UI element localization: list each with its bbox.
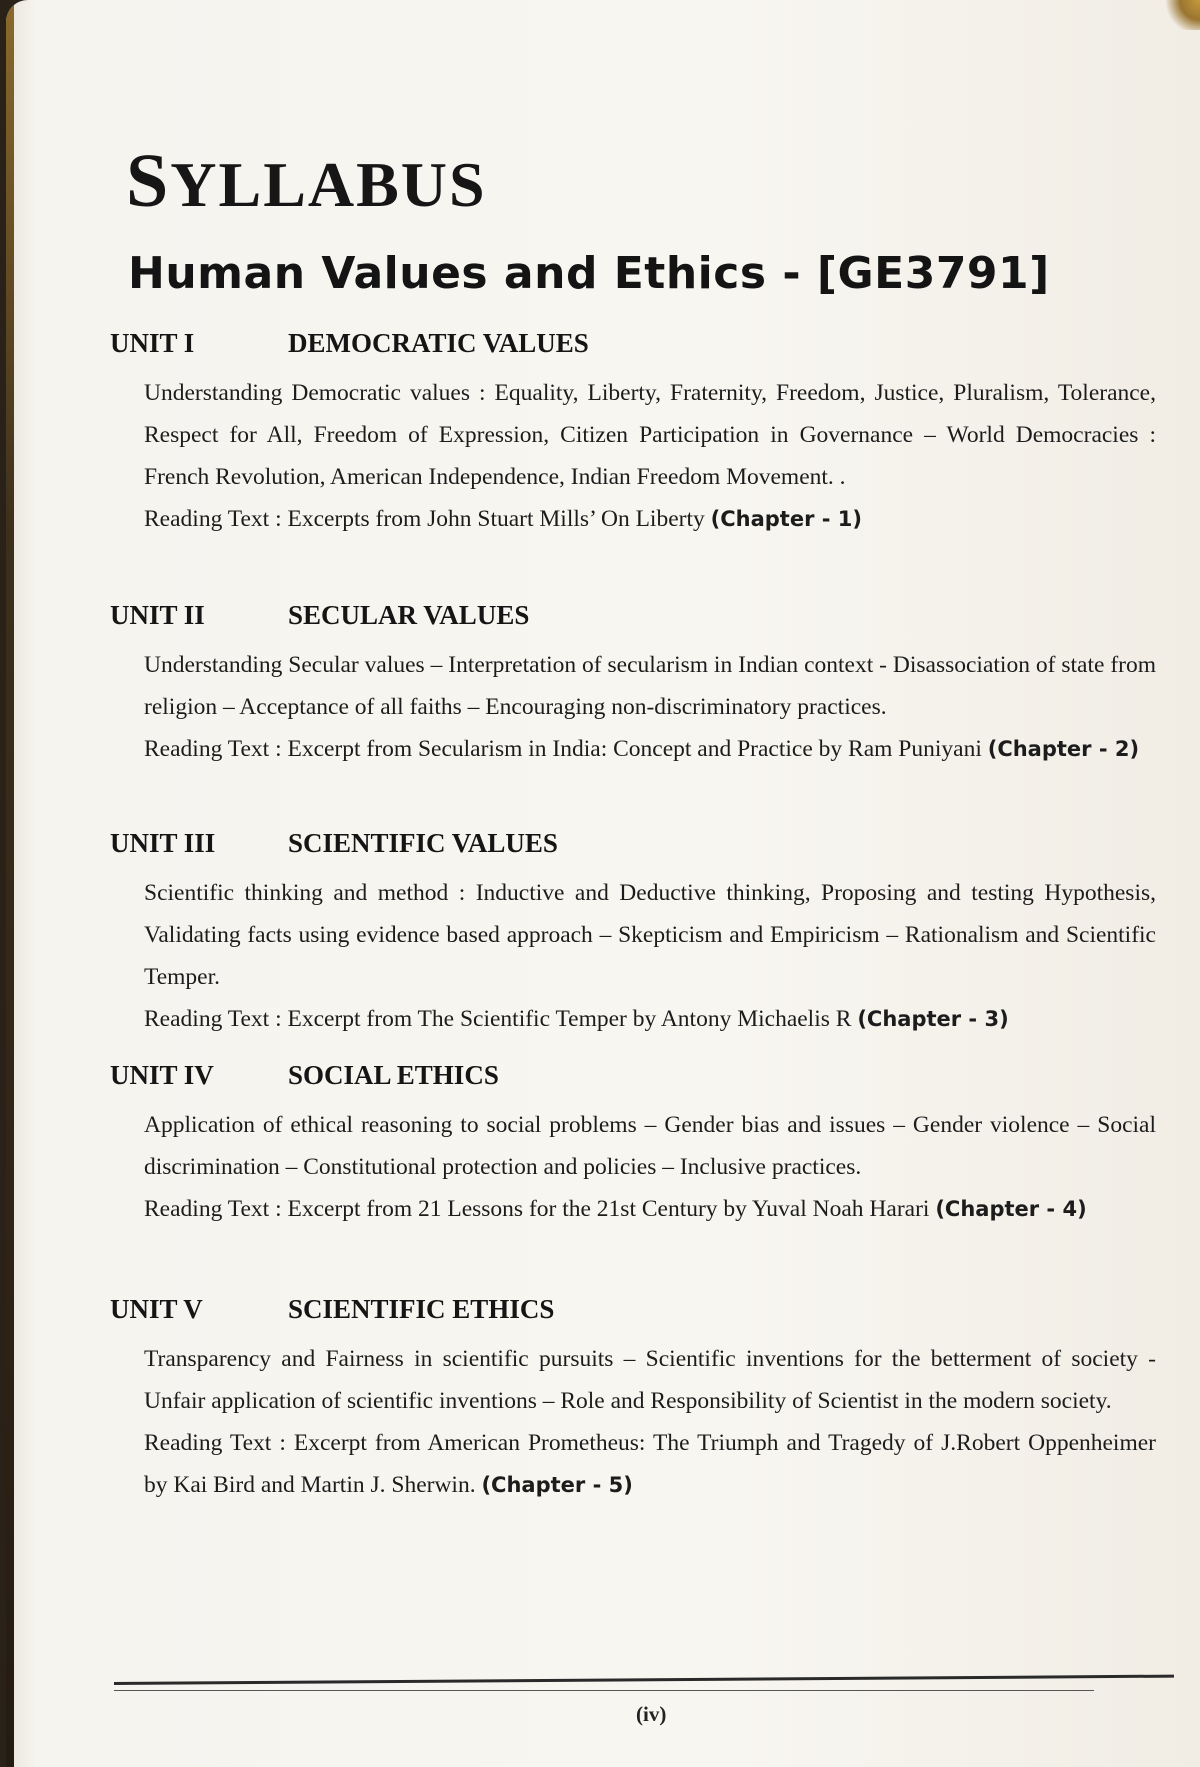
unit-4-description: Application of ethical reasoning to social problems – Gender bias and issues – Gender violence – Social discrimination – Constitutional protection and policies – Inclusive practices. [144, 1112, 1156, 1180]
page-number: (iv) [636, 1702, 667, 1726]
unit-2-reading [144, 728, 1156, 770]
unit-3-reading [144, 998, 1156, 1040]
unit-3-reading-text: Reading Text : Excerpt from The Scientific Temper by Antony Michaelis R [144, 1006, 852, 1032]
unit-5-chapter: (Chapter - 5) [481, 1473, 633, 1497]
unit-3-label: UNIT III [110, 828, 216, 858]
unit-4-reading-text: Reading Text : Excerpt from 21 Lessons for the 21st Century by Yuval Noah Harari [144, 1196, 930, 1222]
unit-1-heading [6, 328, 1200, 366]
unit-3-chapter: (Chapter - 3) [857, 1007, 1009, 1031]
unit-2-section [6, 600, 1200, 770]
footer-rule [114, 1675, 1174, 1685]
unit-3-description: Scientific thinking and method : Inductive and Deductive thinking, Proposing and testing Hypothesis, Validating facts using evidence based approach – Skepticism and Empiricism – Rationalism and Scientific Temper. [144, 880, 1156, 990]
unit-3-section [6, 828, 1200, 1040]
document-page [6, 0, 1200, 1767]
unit-3-body [144, 872, 1156, 1040]
unit-4-label: UNIT IV [110, 1060, 214, 1090]
unit-2-heading [6, 600, 1200, 638]
page-corner-stain [1160, 0, 1200, 30]
unit-5-description: Transparency and Fairness in scientific pursuits – Scientific inventions for the betterment of society - Unfair application of scientific inventions – Role and Responsibility of Scientist in the modern society. [144, 1346, 1156, 1414]
course-title: Human Values and Ethics - [GE3791] [128, 248, 1050, 299]
unit-4-section [6, 1060, 1200, 1230]
unit-1-label: UNIT I [110, 328, 195, 358]
unit-1-name: DEMOCRATIC VALUES [288, 328, 589, 358]
unit-4-name: SOCIAL ETHICS [288, 1060, 499, 1090]
page-title [126, 138, 487, 225]
unit-2-chapter: (Chapter - 2) [987, 737, 1140, 761]
page-title-initial: S [126, 139, 171, 223]
unit-4-body [144, 1104, 1156, 1230]
page-title-rest: YLLABUS [170, 149, 487, 220]
unit-1-reading [144, 498, 1156, 540]
unit-3-heading [6, 828, 1200, 866]
unit-5-label: UNIT V [110, 1294, 203, 1324]
unit-5-body [144, 1338, 1156, 1506]
unit-5-reading-text: Reading Text : Excerpt from American Prometheus: The Triumph and Tragedy of J.Robert Oppenheimer by Kai Bird and Martin J. Sherwin. [144, 1430, 1156, 1498]
unit-1-description: Understanding Democratic values : Equality, Liberty, Fraternity, Freedom, Justice, Pluralism, Tolerance, Respect for All, Freedom of Expression, Citizen Participation in Governance – World Democracies : French Revolution, American Independence, Indian Freedom Movement. . [144, 380, 1156, 490]
unit-2-name: SECULAR VALUES [288, 600, 530, 630]
unit-4-reading [144, 1188, 1156, 1230]
unit-1-section [6, 328, 1200, 540]
unit-2-reading-text: Reading Text : Excerpt from Secularism in India: Concept and Practice by Ram Puniyani [144, 736, 982, 762]
unit-3-name: SCIENTIFIC VALUES [288, 828, 558, 858]
unit-2-description: Understanding Secular values – Interpretation of secularism in Indian context - Disassociation of state from religion – Acceptance of all faiths – Encouraging non-discriminatory practices. [144, 652, 1156, 720]
unit-5-section [6, 1294, 1200, 1506]
unit-2-label: UNIT II [110, 600, 205, 630]
unit-4-heading [6, 1060, 1200, 1098]
unit-1-chapter: (Chapter - 1) [710, 507, 862, 531]
unit-1-reading-text: Reading Text : Excerpts from John Stuart Mills’ On Liberty [144, 506, 705, 532]
unit-1-body [144, 372, 1156, 540]
unit-4-chapter: (Chapter - 4) [935, 1197, 1087, 1221]
unit-2-body [144, 644, 1156, 770]
unit-5-reading [144, 1422, 1156, 1506]
unit-5-name: SCIENTIFIC ETHICS [288, 1294, 555, 1324]
unit-5-heading [6, 1294, 1200, 1332]
footer-rule-secondary [114, 1690, 1094, 1691]
